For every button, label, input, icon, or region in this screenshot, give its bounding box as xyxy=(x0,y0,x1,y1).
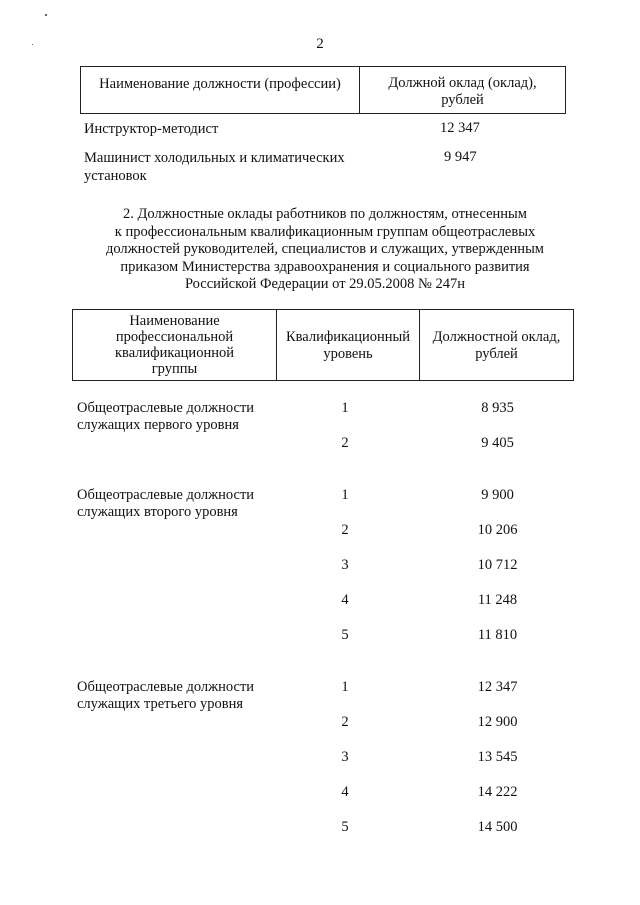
level-cell: 2 xyxy=(341,714,349,730)
header-group: Наименование профессиональной квалификационной группы xyxy=(115,313,234,377)
salary-cell: 12 347 xyxy=(477,679,518,695)
table-row-position: Машинист холодильных и климатических установок xyxy=(84,150,345,184)
header-position: Наименование должности (профессии) xyxy=(99,76,341,92)
header-salary: Должной оклад (оклад), рублей xyxy=(388,75,537,108)
group-name: Общеотраслевые должности служащих второго уровня xyxy=(77,487,255,520)
salary-cell: 10 712 xyxy=(477,557,518,573)
level-cell: 1 xyxy=(341,400,349,416)
page-number: 2 xyxy=(316,36,324,52)
salary-cell: 11 248 xyxy=(477,592,518,608)
salary-cell: 10 206 xyxy=(477,522,518,538)
level-cell: 2 xyxy=(341,522,349,538)
table-row-position: Инструктор-методист xyxy=(84,121,219,137)
scan-speck xyxy=(45,14,47,16)
table-row-salary: 9 947 xyxy=(444,149,477,165)
header-salary: Должностной оклад, рублей xyxy=(432,329,561,362)
salary-cell: 13 545 xyxy=(477,749,518,765)
level-cell: 1 xyxy=(341,679,349,695)
level-cell: 4 xyxy=(341,592,349,608)
level-cell: 3 xyxy=(341,557,349,573)
salary-cell: 9 405 xyxy=(481,435,514,451)
salary-cell: 9 900 xyxy=(481,487,514,503)
salary-cell: 11 810 xyxy=(477,627,518,643)
salary-cell: 12 900 xyxy=(477,714,518,730)
qualification-table-header xyxy=(72,309,574,381)
level-cell: 1 xyxy=(341,487,349,503)
salary-cell: 8 935 xyxy=(481,400,514,416)
level-cell: 5 xyxy=(341,819,349,835)
header-level: Квалификационный уровень xyxy=(285,329,411,362)
section-paragraph: 2. Должностные оклады работников по должностям, отнесенным к профессиональным квалификационным группам общеотраслевых должностей руководителей, специалистов и служащих, утвержденным приказом Министерства здравоохранения и социального развития Российской Федерации от 29.05.2008 № 247н xyxy=(105,206,544,292)
group-name: Общеотраслевые должности служащих третьего уровня xyxy=(77,679,255,712)
group-name: Общеотраслевые должности служащих первого уровня xyxy=(77,400,255,433)
positions-table-header xyxy=(80,66,566,114)
level-cell: 2 xyxy=(341,435,349,451)
table-row-salary: 12 347 xyxy=(440,120,480,136)
salary-cell: 14 222 xyxy=(477,784,518,800)
level-cell: 3 xyxy=(341,749,349,765)
level-cell: 4 xyxy=(341,784,349,800)
salary-cell: 14 500 xyxy=(477,819,518,835)
level-cell: 5 xyxy=(341,627,349,643)
